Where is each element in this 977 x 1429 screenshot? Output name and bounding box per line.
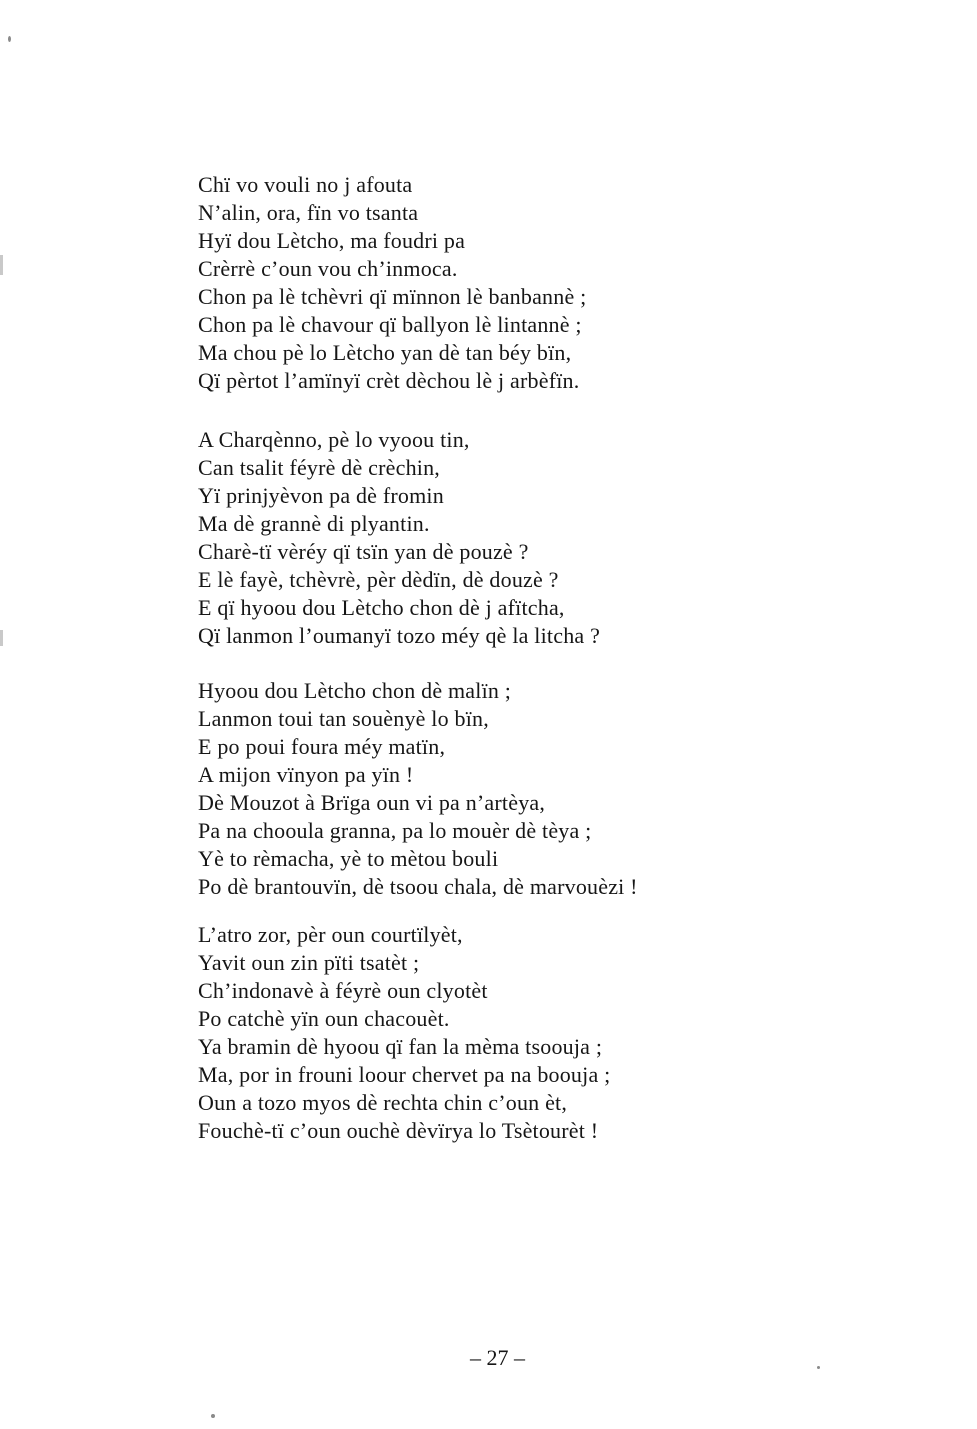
verse-line: Ch’indonavè à féyrè oun clyotèt bbox=[198, 978, 488, 1003]
stanza-1 bbox=[198, 171, 758, 395]
stanza-3 bbox=[198, 677, 758, 901]
verse-line: Chon pa lè chavour qï ballyon lè lintannè ; bbox=[198, 312, 582, 337]
verse-line: L’atro zor, pèr oun courtïlyèt, bbox=[198, 922, 463, 947]
verse-line: Hyï dou Lètcho, ma foudri pa bbox=[198, 228, 466, 253]
verse-line: Pa na chooula granna, pa lo mouèr dè tèya ; bbox=[198, 818, 592, 843]
verse-line: E po poui foura méy matïn, bbox=[198, 734, 446, 759]
scan-speck bbox=[211, 1414, 215, 1418]
scan-edge-mark bbox=[0, 630, 3, 646]
scan-speck bbox=[817, 1366, 820, 1369]
verse-line: Crèrrè c’oun vou ch’inmoca. bbox=[198, 256, 458, 281]
stanza-4 bbox=[198, 921, 758, 1145]
verse-line: E qï hyoou dou Lètcho chon dè j afïtcha, bbox=[198, 595, 565, 620]
verse-line: Ma chou pè lo Lètcho yan dè tan béy bïn, bbox=[198, 340, 572, 365]
verse-line: A Charqènno, pè lo vyoou tin, bbox=[198, 427, 470, 452]
stanza-2 bbox=[198, 426, 758, 650]
verse-line: Yavit oun zin pïti tsatèt ; bbox=[198, 950, 420, 975]
verse-line: Ma dè grannè di plyantin. bbox=[198, 511, 430, 536]
verse-line: Po catchè yïn oun chacouèt. bbox=[198, 1006, 450, 1031]
verse-line: Po dè brantouvïn, dè tsoou chala, dè marvouèzi ! bbox=[198, 874, 638, 899]
verse-line: N’alin, ora, fïn vo tsanta bbox=[198, 200, 419, 225]
verse-line: Qï pèrtot l’amïnyï crèt dèchou lè j arbèfïn. bbox=[198, 368, 580, 393]
scan-edge-mark bbox=[0, 255, 3, 275]
verse-line: Fouchè-tï c’oun ouchè dèvïrya lo Tsètourèt ! bbox=[198, 1118, 599, 1143]
verse-line: Ma, por in frouni loour chervet pa na boouja ; bbox=[198, 1062, 611, 1087]
verse-line: Can tsalit féyrè dè crèchin, bbox=[198, 455, 440, 480]
verse-line: E lè fayè, tchèvrè, pèr dèdïn, dè douzè ? bbox=[198, 567, 559, 592]
verse-line: Lanmon toui tan souènyè lo bïn, bbox=[198, 706, 489, 731]
verse-line: Yï prinjyèvon pa dè fromin bbox=[198, 483, 444, 508]
verse-line: Oun a tozo myos dè rechta chin c’oun èt, bbox=[198, 1090, 568, 1115]
verse-line: Chon pa lè tchèvri qï mïnnon lè banbannè ; bbox=[198, 284, 587, 309]
page-number: – 27 – bbox=[470, 1345, 525, 1370]
verse-line: A mijon vïnyon pa yïn ! bbox=[198, 762, 414, 787]
verse-line: Ya bramin dè hyoou qï fan la mèma tsoouja ; bbox=[198, 1034, 603, 1059]
verse-line: Qï lanmon l’oumanyï tozo méy qè la litcha ? bbox=[198, 623, 601, 648]
scan-speck bbox=[8, 36, 11, 42]
verse-line: Yè to rèmacha, yè to mètou bouli bbox=[198, 846, 499, 871]
verse-line: Chï vo vouli no j afouta bbox=[198, 172, 413, 197]
verse-line: Dè Mouzot à Brïga oun vi pa n’artèya, bbox=[198, 790, 546, 815]
verse-line: Charè-tï vèréy qï tsïn yan dè pouzè ? bbox=[198, 539, 529, 564]
verse-line: Hyoou dou Lètcho chon dè malïn ; bbox=[198, 678, 512, 703]
